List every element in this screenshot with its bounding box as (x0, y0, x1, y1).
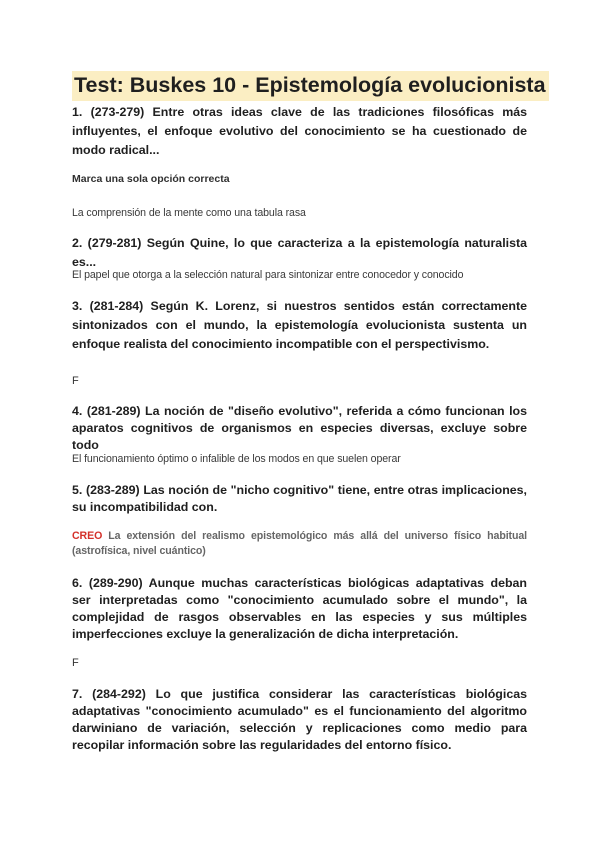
question-3: 3. (281-284) Según K. Lorenz, si nuestros sentidos están correctamente sintonizados con el mundo, la epistemología evolucionista sustenta un enfoque realista del conocimiento incompatible con el perspectivismo. (72, 299, 527, 351)
question-6: 6. (289-290) Aunque muchas características biológicas adaptativas deban ser interpretadas como "conocimiento acumulado sobre el mundo", la complejidad de rasgos observables en las especies y sus múltiples imperfecciones excluye la generalización de dicha interpretación. (72, 576, 527, 641)
question-5: 5. (283-289) Las noción de "nicho cognitivo" tiene, entre otras implicaciones, su incompatibilidad con. (72, 483, 527, 514)
question-4-answer: El funcionamiento óptimo o infalible de los modos en que suelen operar (72, 453, 401, 465)
question-7: 7. (284-292) Lo que justifica considerar las características biológicas adaptativas "conocimiento acumulado" es el funcionamiento del algoritmo darwiniano de variación, selección y replicaciones como medio para recopilar información sobre las regularidades del entorno físico. (72, 687, 527, 752)
question-1-hint: Marca una sola opción correcta (72, 173, 230, 185)
question-5-answer (72, 529, 527, 559)
question-6-answer: F (72, 657, 79, 669)
question-2: 2. (279-281) Según Quine, lo que caracteriza a la epistemología naturalista es... (72, 236, 527, 269)
question-1: 1. (273-279) Entre otras ideas clave de las tradiciones filosóficas más influyentes, el enfoque evolutivo del conocimiento se ha cuestionado de modo radical... (72, 105, 527, 157)
question-4: 4. (281-289) La noción de "diseño evolutivo", referida a cómo funcionan los aparatos cognitivos de organismos en especies diversas, excluye sobre todo (72, 404, 527, 452)
page-title: Test: Buskes 10 - Epistemología evolucionista (72, 71, 549, 101)
question-2-answer: El papel que otorga a la selección natural para sintonizar entre conocedor y conocido (72, 269, 464, 281)
question-5-answer-tag: CREO (72, 530, 103, 542)
question-3-answer: F (72, 375, 79, 387)
question-1-answer: La comprensión de la mente como una tabula rasa (72, 207, 306, 219)
question-5-answer-text: La extensión del realismo epistemológico más allá del universo físico habitual (astrofísica, nivel cuántico) (72, 530, 527, 557)
